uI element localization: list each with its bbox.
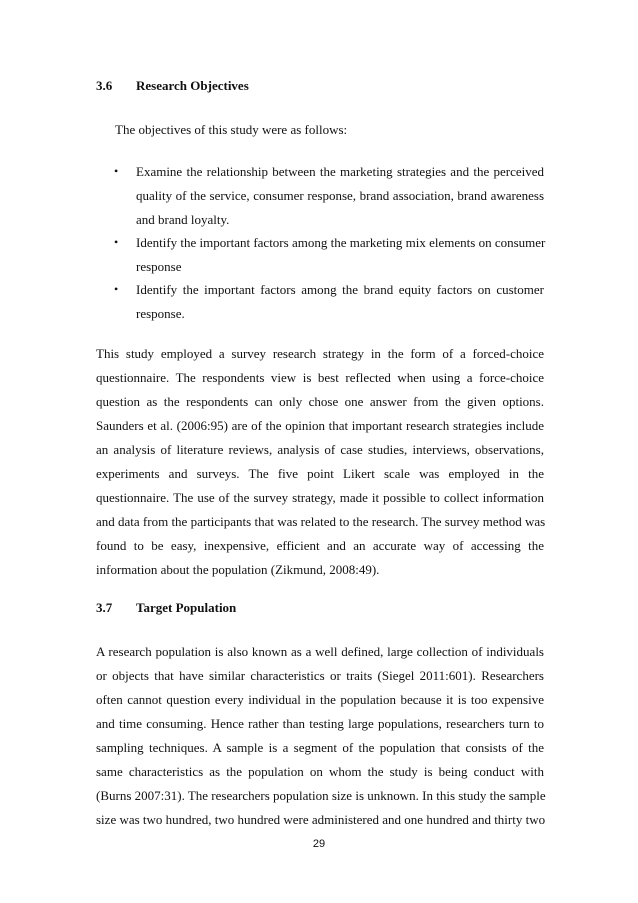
bullet-2-line-1: Identify the important factors among the marketing mix elements on consumer bbox=[136, 235, 546, 250]
paragraph-line: question as the respondents can only chose one answer from the given options. bbox=[96, 394, 544, 409]
bullet-2-line-2: response bbox=[136, 259, 182, 274]
section-number: 3.7 bbox=[96, 600, 113, 615]
paragraph-line: and data from the participants that was related to the research. The survey method was bbox=[96, 514, 546, 529]
paragraph-line: sampling techniques. A sample is a segment of the population that consists of the bbox=[96, 740, 544, 755]
paragraph-line: This study employed a survey research strategy in the form of a forced-choice bbox=[96, 346, 544, 361]
bullet-marker: • bbox=[114, 282, 119, 296]
page-number: 29 bbox=[312, 838, 326, 850]
paragraph-line: A research population is also known as a well defined, large collection of individuals bbox=[96, 644, 544, 659]
bullet-1-line-1: Examine the relationship between the marketing strategies and the perceived bbox=[136, 164, 544, 179]
bullet-marker: • bbox=[114, 235, 119, 249]
paragraph-line: questionnaire. The use of the survey strategy, made it possible to collect information bbox=[96, 490, 544, 505]
paragraph-line: size was two hundred, two hundred were administered and one hundred and thirty two bbox=[96, 812, 546, 827]
paragraph-line: often cannot question every individual in the population because it is too expensive bbox=[96, 692, 544, 707]
paragraph-line: questionnaire. The respondents view is best reflected when using a force-choice bbox=[96, 370, 544, 385]
bullet-1-line-3: and brand loyalty. bbox=[136, 212, 230, 227]
bullet-1-line-2: quality of the service, consumer response, brand association, brand awareness bbox=[136, 188, 544, 203]
paragraph-line: experiments and surveys. The five point Likert scale was employed in the bbox=[96, 466, 544, 481]
bullet-marker: • bbox=[114, 164, 119, 178]
paragraph-line: (Burns 2007:31). The researchers population size is unknown. In this study the sample bbox=[96, 788, 546, 803]
paragraph-line: an analysis of literature reviews, analysis of case studies, interviews, observations, bbox=[96, 442, 544, 457]
paragraph-line: Saunders et al. (2006:95) are of the opinion that important research strategies include bbox=[96, 418, 544, 433]
paragraph-line: or objects that have similar characteristics or traits (Siegel 2011:601). Researchers bbox=[96, 668, 544, 683]
paragraph-line: found to be easy, inexpensive, efficient and an accurate way of accessing the bbox=[96, 538, 544, 553]
intro-text: The objectives of this study were as follows: bbox=[115, 122, 348, 137]
section-title: Research Objectives bbox=[136, 78, 249, 93]
bullet-3-line-2: response. bbox=[136, 306, 185, 321]
section-number: 3.6 bbox=[96, 78, 113, 93]
bullet-3-line-1: Identify the important factors among the brand equity factors on customer bbox=[136, 282, 544, 297]
section-heading-3-7 bbox=[96, 600, 236, 616]
paragraph-line: information about the population (Zikmund, 2008:49). bbox=[96, 562, 380, 577]
section-heading-3-6 bbox=[96, 78, 249, 94]
paragraph-line: and time consuming. Hence rather than testing large populations, researchers turn to bbox=[96, 716, 544, 731]
paragraph-line: same characteristics as the population on whom the study is being conduct with bbox=[96, 764, 544, 779]
section-title: Target Population bbox=[136, 600, 237, 615]
